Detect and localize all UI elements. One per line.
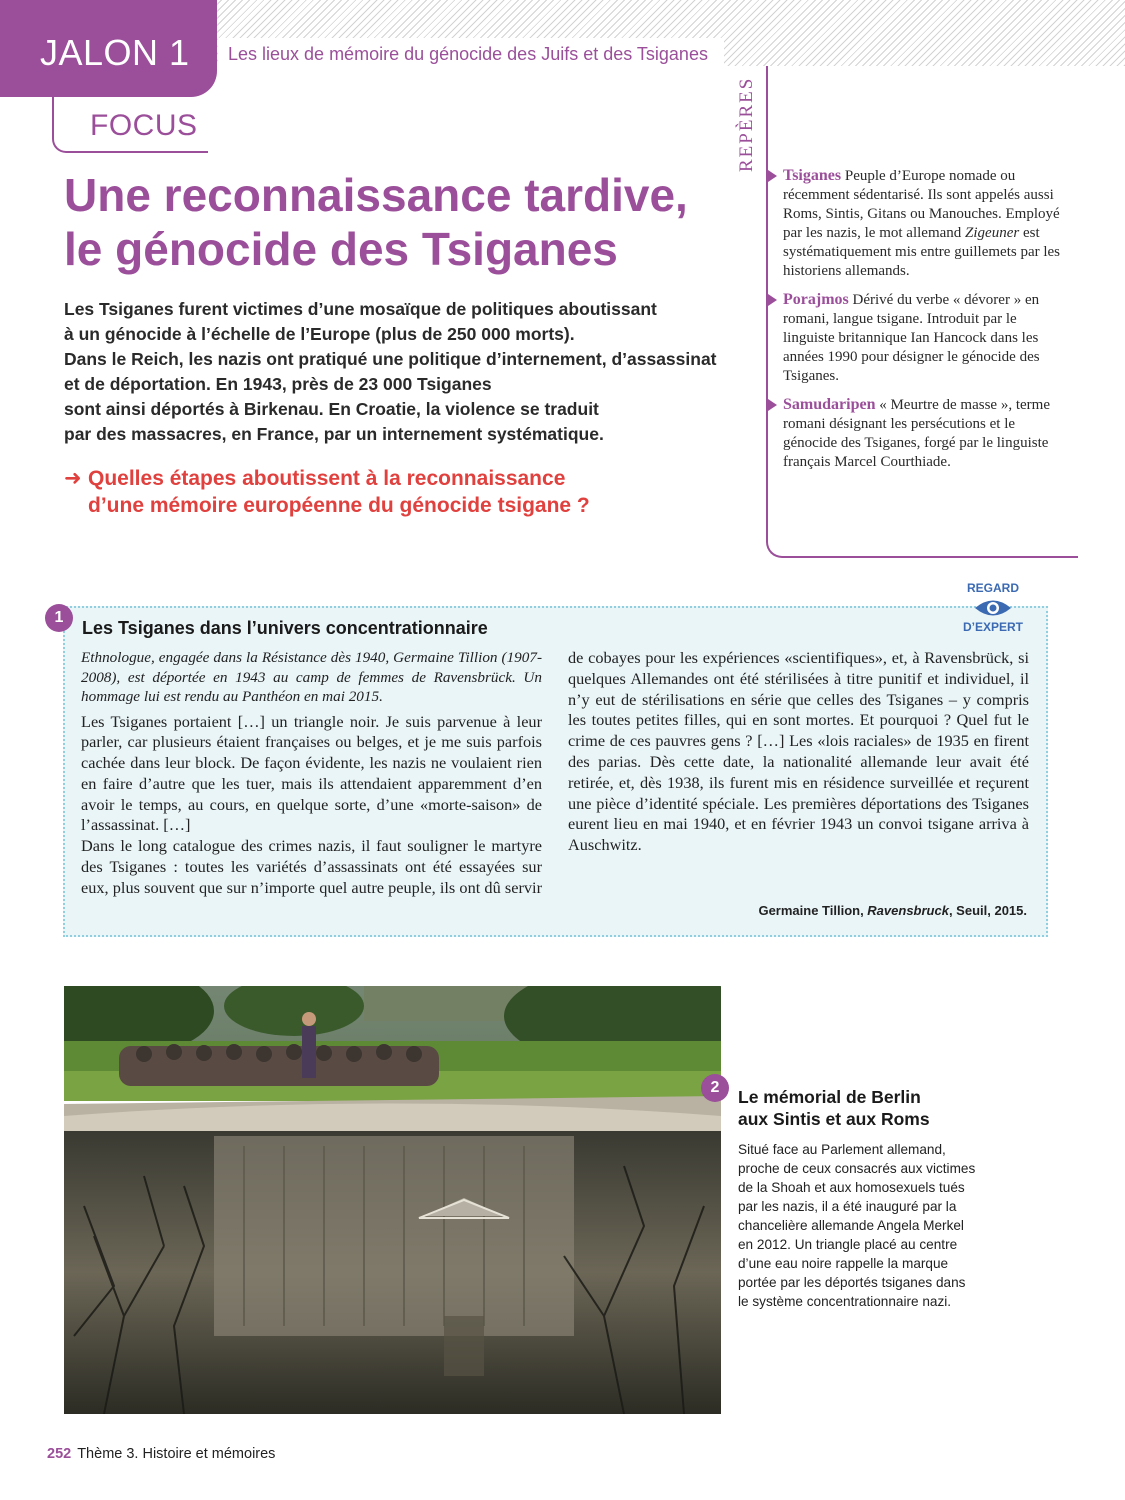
intro-line: sont ainsi déportés à Birkenau. En Croatie, la violence se traduit <box>64 399 599 419</box>
caption-line: par les nazis, il a été inauguré par la <box>738 1199 957 1214</box>
repere-item-porajmos <box>766 290 1066 386</box>
repere-term: Tsiganes <box>783 167 842 184</box>
source-book: Ravensbruck <box>867 903 949 918</box>
page-title-line: Une reconnaissance tardive, <box>64 169 688 221</box>
triangle-bullet-icon <box>768 399 777 411</box>
memorial-photo-illustration <box>64 986 721 1414</box>
regard-expert-line: REGARD <box>966 581 1019 595</box>
document-1-paragraph: Dans le long catalogue des crimes nazis, il faut souligner le martyre des Tsiganes : toutes les variétés d’assassinats ont été essayées sur eux, plus souvent que sur n’importe quel autre peuple, ils ont dû servir de cobayes pour les expériences «scientifiques», et, à Ravensbrück, si quelques Allemandes ont été stérilisées à titre punitif et individuel, il n’y eut de stérilisations en série que celles des Tsiganes – y compris les toutes petites filles, qui en sont mortes. Et pourquoi ? Quel fut le crime de ces pauvres gens ? […] Les «lois raciales» de 1935 en firent des parias. Dès cette date, la nationalité allemande leur avait été retirée, et, dès 1938, ils furent mis en résidence surveillée et reçurent une pièce d’identité spéciale. Les premières déportations des Tsiganes eurent lieu en mai 1940, et en février 1943 un convoi tsigane arriva à Auschwitz. <box>81 648 1029 897</box>
page-footer <box>47 1446 275 1462</box>
caption-line: en 2012. Un triangle placé au centre <box>738 1237 958 1252</box>
caption-line: proche de ceux consacrés aux victimes <box>738 1161 976 1176</box>
repere-item-samudaripen <box>766 395 1066 472</box>
document-1-text <box>81 648 1029 916</box>
triangle-bullet-icon <box>768 170 777 182</box>
focus-label: FOCUS <box>90 109 198 142</box>
document-number-badge: 1 <box>45 604 73 632</box>
caption-line: portée par les déportés tsiganes dans <box>738 1275 966 1290</box>
intro-line: par des massacres, en France, par un internement systématique. <box>64 424 604 444</box>
theme-label: Thème 3. Histoire et mémoires <box>77 1446 276 1462</box>
intro-line: et de déportation. En 1943, près de 23 000 Tsiganes <box>64 374 492 394</box>
page-number: 252 <box>47 1446 72 1462</box>
repere-definition: « Meurtre de masse », terme romani désignant les persécutions et le génocide des Tsiganes, forgé par le linguiste français Marcel Courthiade. <box>783 397 1050 470</box>
repere-definition: Dérivé du verbe « dévorer » en romani, langue tsigane. Introduit par le linguiste britannique Ian Hancock dans les années 1990 pour désigner le génocide des Tsiganes. <box>783 292 1040 384</box>
intro-paragraph <box>64 297 754 447</box>
triangle-bullet-icon <box>768 294 777 306</box>
intro-line: Les Tsiganes furent victimes d’une mosaïque de politiques aboutissant <box>64 299 657 319</box>
repere-italic-word: Zigeuner <box>965 225 1020 241</box>
intro-line: à un génocide à l’échelle de l’Europe (plus de 250 000 morts). <box>64 324 575 344</box>
repere-definition: Peuple d’Europe nomade ou récemment sédentarisé. Ils sont appelés aussi Roms, Sintis, Gitans ou Manouches. Employé par les nazis, le mot allemand <box>783 168 1060 241</box>
regard-expert-line: D’EXPERT <box>962 620 1023 634</box>
page-title-line: le génocide des Tsiganes <box>64 223 618 275</box>
question-line: Quelles étapes aboutissent à la reconnaissance <box>88 467 566 490</box>
repere-definition-end: est systématiquement mis entre guillemets par les historiens allemands. <box>783 225 1061 279</box>
caption-line: chancelière allemande Angela Merkel <box>738 1218 964 1233</box>
document-1-paragraph: Les Tsiganes portaient […] un triangle noir. Je suis parvenue à leur parler, car plusieurs étaient françaises ou belges, et je me suis parfois cachée dans leur block. De façon évidente, les nazis ne voulaient rien en faire d’autre que les tuer, mais ils attendaient apparemment d’en avoir le temps, au cours, en quelque sorte, d’une «morte-saison» de l’assassinat. […] <box>81 711 542 835</box>
arrow-right-icon: ➜ <box>64 467 82 490</box>
memorial-photo <box>64 986 721 1414</box>
caption-line: le système concentrationnaire nazi. <box>738 1294 952 1309</box>
intro-line: Dans le Reich, les nazis ont pratiqué une politique d’internement, d’assassinat <box>64 349 717 369</box>
document-number-badge: 2 <box>701 1074 729 1102</box>
reperes-list <box>766 166 1066 481</box>
source-author: Germaine Tillion, <box>758 903 868 918</box>
caption-line: Situé face au Parlement allemand, <box>738 1142 946 1157</box>
problem-question <box>64 465 744 519</box>
document-2-title-line: Le mémorial de Berlin <box>738 1087 921 1107</box>
regard-expert-badge <box>955 582 1031 642</box>
source-publisher: , Seuil, 2015. <box>948 903 1027 918</box>
jalon-label: JALON 1 <box>40 32 190 73</box>
eye-icon <box>973 597 1013 619</box>
section-subtitle: Les lieux de mémoire du génocide des Juifs et des Tsiganes <box>218 38 724 70</box>
reperes-label: REPÈRES <box>736 76 757 172</box>
repere-item-tsiganes <box>766 166 1066 281</box>
document-2-title <box>738 1086 930 1130</box>
repere-term: Porajmos <box>783 291 849 308</box>
document-1-intro: Ethnologue, engagée dans la Résistance dès 1940, Germaine Tillion (1907-2008), est déportée en 1943 au camp de femmes de Ravensbrück. Un hommage lui est rendu au Panthéon en mai 2015. <box>81 649 542 705</box>
document-1-title: Les Tsiganes dans l’univers concentrationnaire <box>82 618 488 638</box>
page-title <box>64 168 754 276</box>
repere-term: Samudaripen <box>783 396 876 413</box>
caption-line: de la Shoah et aux homosexuels tués <box>738 1180 965 1195</box>
question-line: d’une mémoire européenne du génocide tsigane ? <box>88 494 590 517</box>
document-2-title-line: aux Sintis et aux Roms <box>738 1109 930 1129</box>
document-2-caption <box>738 1140 998 1311</box>
document-1-source <box>600 903 1027 918</box>
caption-line: d’une eau noire rappelle la marque <box>738 1256 949 1271</box>
